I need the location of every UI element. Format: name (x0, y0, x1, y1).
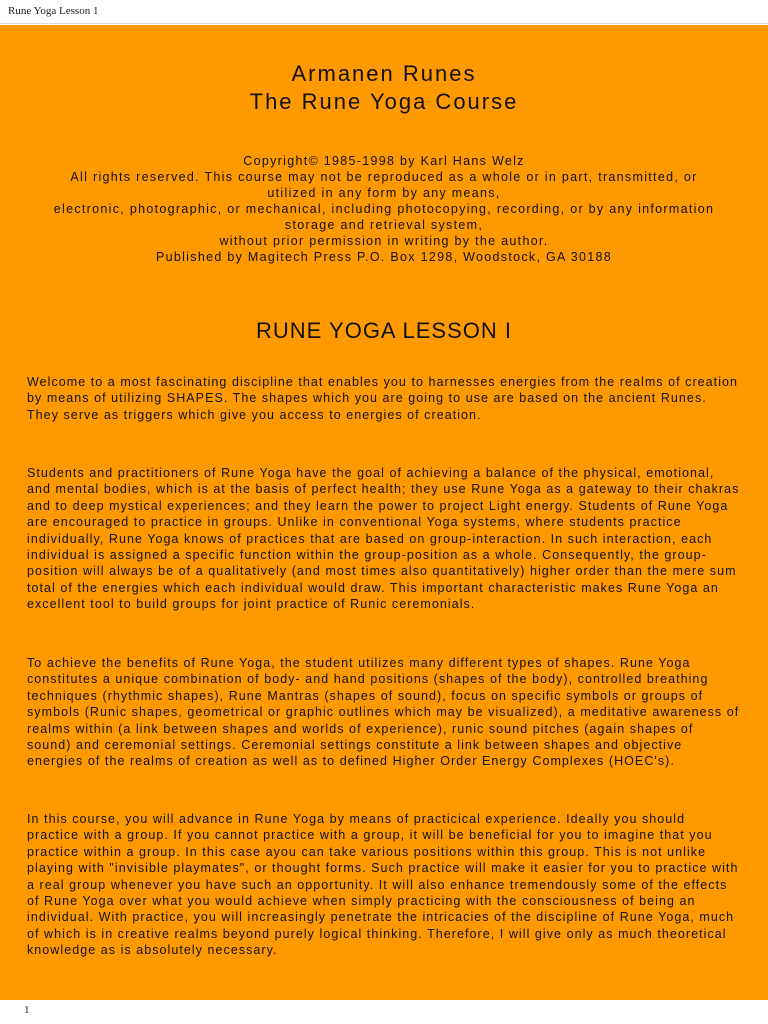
page-number: 1 (24, 1004, 30, 1016)
paragraph: In this course, you will advance in Rune Yoga by means of practicical experience. Ideally you should practice with a group. If you cannot practice with a group, it will be beneficial for you to imagine that you practice within a group. In this case ayou can take various positions within this group. This is not unlike playing with "invisible playmates", or thought forms. Such practice will make it easier for you to practice with a real group whenever you have such an opportunity. It will also enhance tremendously some of the effects of Rune Yoga over what you would achieve when simply practicing with the consciousness of being an individual. With practice, you will increasingly penetrate the intricacies of the discipline of Rune Yoga, much of which is in creative realms beyond purely logical thinking. Therefore, I will give only as much theoretical knowledge as is absolutely necessary. (27, 812, 739, 958)
copyright-line: without prior permission in writing by the author. (219, 234, 549, 248)
window-title: Rune Yoga Lesson 1 (8, 5, 99, 17)
lesson-heading: RUNE YOGA LESSON I (255, 318, 512, 343)
copyright-line: storage and retrieval system, (284, 218, 484, 232)
copyright-line: Copyright© 1985-1998 by Karl Hans Welz (243, 154, 525, 168)
paragraph: To achieve the benefits of Rune Yoga, the student utilizes many different types of shapes. Rune Yoga constitutes a unique combination of body- and hand positions (shapes of the body), controlled breathing techniques (rhythmic shapes), Rune Mantras (shapes of sound), focus on specific symbols or groups of symbols (Runic shapes, geometrical or graphic outlines which may be visualized), a meditative awareness of realms within (a link between shapes and worlds of experience), runic sound pitches (again shapes of sound) and ceremonial settings. Ceremonial settings constitute a link between shapes and objective energies of the realms of creation as well as to defined Higher Order Energy Complexes (HOEC's). (27, 656, 740, 769)
copyright-line: Published by Magitech Press P.O. Box 1298, Woodstock, GA 30188 (155, 250, 613, 264)
copyright-line: utilized in any form by any means, (267, 186, 501, 200)
copyright-line: electronic, photographic, or mechanical, including photocopying, recording, or by any information (53, 202, 715, 216)
document-page (0, 25, 768, 1000)
copyright-notice (0, 153, 768, 265)
window-header (0, 0, 768, 24)
document-subtitle: The Rune Yoga Course (249, 89, 519, 114)
paragraph: Students and practitioners of Rune Yoga have the goal of achieving a balance of the physical, emotional, and mental bodies, which is at the basis of perfect health; they use Rune Yoga as a gateway to their chakras and to deep mystical experiences; and they learn the power to project Light energy. Students of Rune Yoga are encouraged to practice in groups. Unlike in conventional Yoga systems, where students practice individually, Rune Yoga knows of practices that are based on group-interaction. In such interaction, each individual is assigned a specific function within the group-position as a whole. Consequently, the group-position will always be of a qualitatively (and most times also quantitatively) higher order than the mere sum total of the energies which each individual would draw. This important characteristic makes Rune Yoga an excellent tool to build groups for joint practice of Runic ceremonials. (27, 466, 740, 612)
document-title: Armanen Runes (291, 61, 477, 86)
paragraph: Welcome to a most fascinating discipline that enables you to harnesses energies from the realms of creation by means of utilizing SHAPES. The shapes which you are going to use are based on the ancient Runes. They serve as triggers which give you access to energies of creation. (27, 375, 739, 422)
copyright-line: All rights reserved. This course may not be reproduced as a whole or in part, transmitted, or (70, 170, 698, 184)
